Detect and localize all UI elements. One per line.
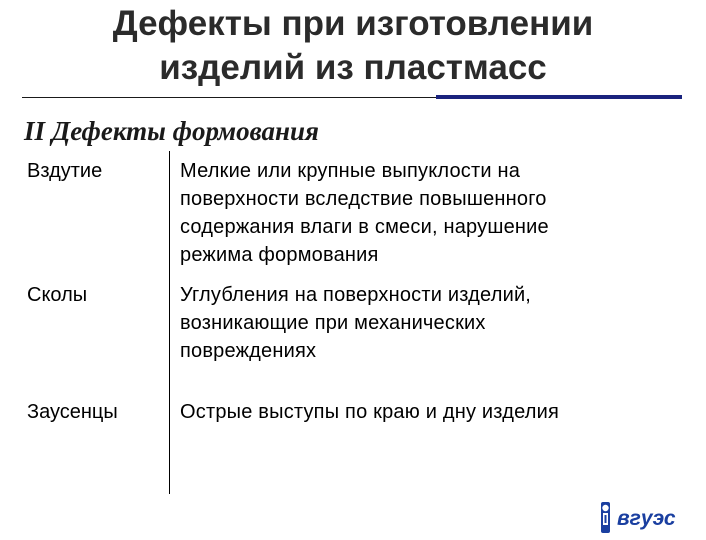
description-line: Острые выступы по краю и дну изделия	[180, 401, 560, 423]
university-logo	[598, 499, 682, 535]
defect-description-zausentsy	[180, 398, 690, 426]
table-column-divider	[169, 151, 170, 494]
description-line: Углубления на поверхности изделий,	[180, 284, 532, 306]
description-line: повреждениях	[180, 340, 317, 362]
page-title-line-1: Дефекты при изготовлении	[112, 4, 594, 43]
description-line: содержания влаги в смеси, нарушение	[180, 216, 549, 238]
section-heading: II Дефекты формования	[24, 116, 319, 146]
university-emblem-icon	[598, 499, 682, 535]
description-line: поверхности вследствие повышенного	[180, 188, 547, 210]
defect-description-vzdutie	[180, 157, 690, 269]
page-title-line-2: изделий из пластмасс	[159, 48, 547, 87]
defect-description-skoly	[180, 281, 690, 365]
description-line: возникающие при механических	[180, 312, 486, 334]
defect-term-vzdutie: Вздутие	[27, 160, 103, 182]
logo-text: вгуэс	[617, 507, 676, 530]
defect-term-zausentsy: Заусенцы	[27, 401, 118, 423]
defect-term-skoly: Сколы	[27, 284, 88, 306]
description-line: Мелкие или крупные выпуклости на	[180, 160, 521, 182]
description-line: режима формования	[180, 244, 379, 266]
